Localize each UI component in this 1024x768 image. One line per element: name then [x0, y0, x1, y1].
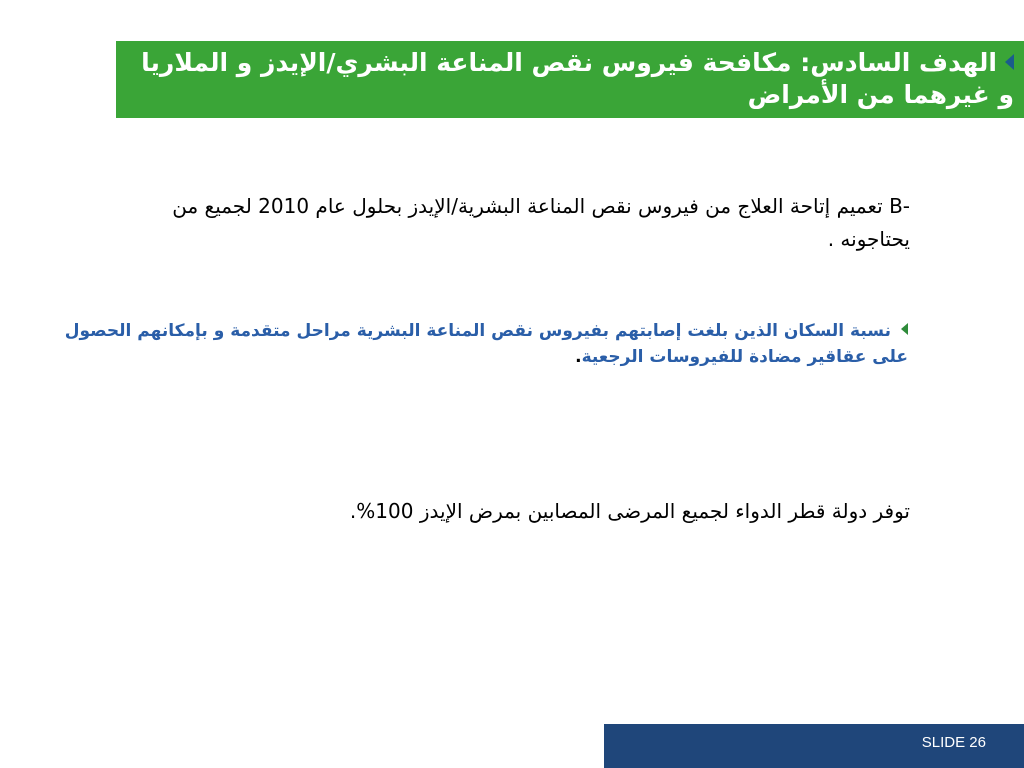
- caret-left-icon: [901, 323, 908, 335]
- indicator-period: .: [575, 347, 582, 367]
- caret-left-icon: [1005, 54, 1014, 70]
- statement-paragraph: توفر دولة قطر الدواء لجميع المرضى المصابين بمرض الإيدز 100%.: [349, 499, 910, 523]
- target-paragraph: [110, 190, 910, 256]
- indicator-bullet: [60, 318, 908, 370]
- slide-title: الهدف السادس: مكافحة فيروس نقص المناعة البشري/الإيدز و الملاريا و غيرهما من الأمراض: [141, 48, 1014, 109]
- target-prefix: B-: [889, 194, 910, 218]
- target-text: تعميم إتاحة العلاج من فيروس نقص المناعة البشرية/الإيدز بحلول عام 2010 لجميع من يحتاجونه .: [172, 194, 910, 251]
- slide-number: SLIDE 26: [921, 734, 986, 751]
- slide-title-line: [136, 47, 1014, 111]
- footer-bar: [604, 724, 1024, 768]
- indicator-text: نسبة السكان الذين بلغت إصابتهم بفيروس نقص المناعة البشرية مراحل متقدمة و بإمكانهم الحصول على عقاقير مضادة للفيروسات الرجعية: [64, 321, 908, 367]
- title-banner: [116, 41, 1024, 118]
